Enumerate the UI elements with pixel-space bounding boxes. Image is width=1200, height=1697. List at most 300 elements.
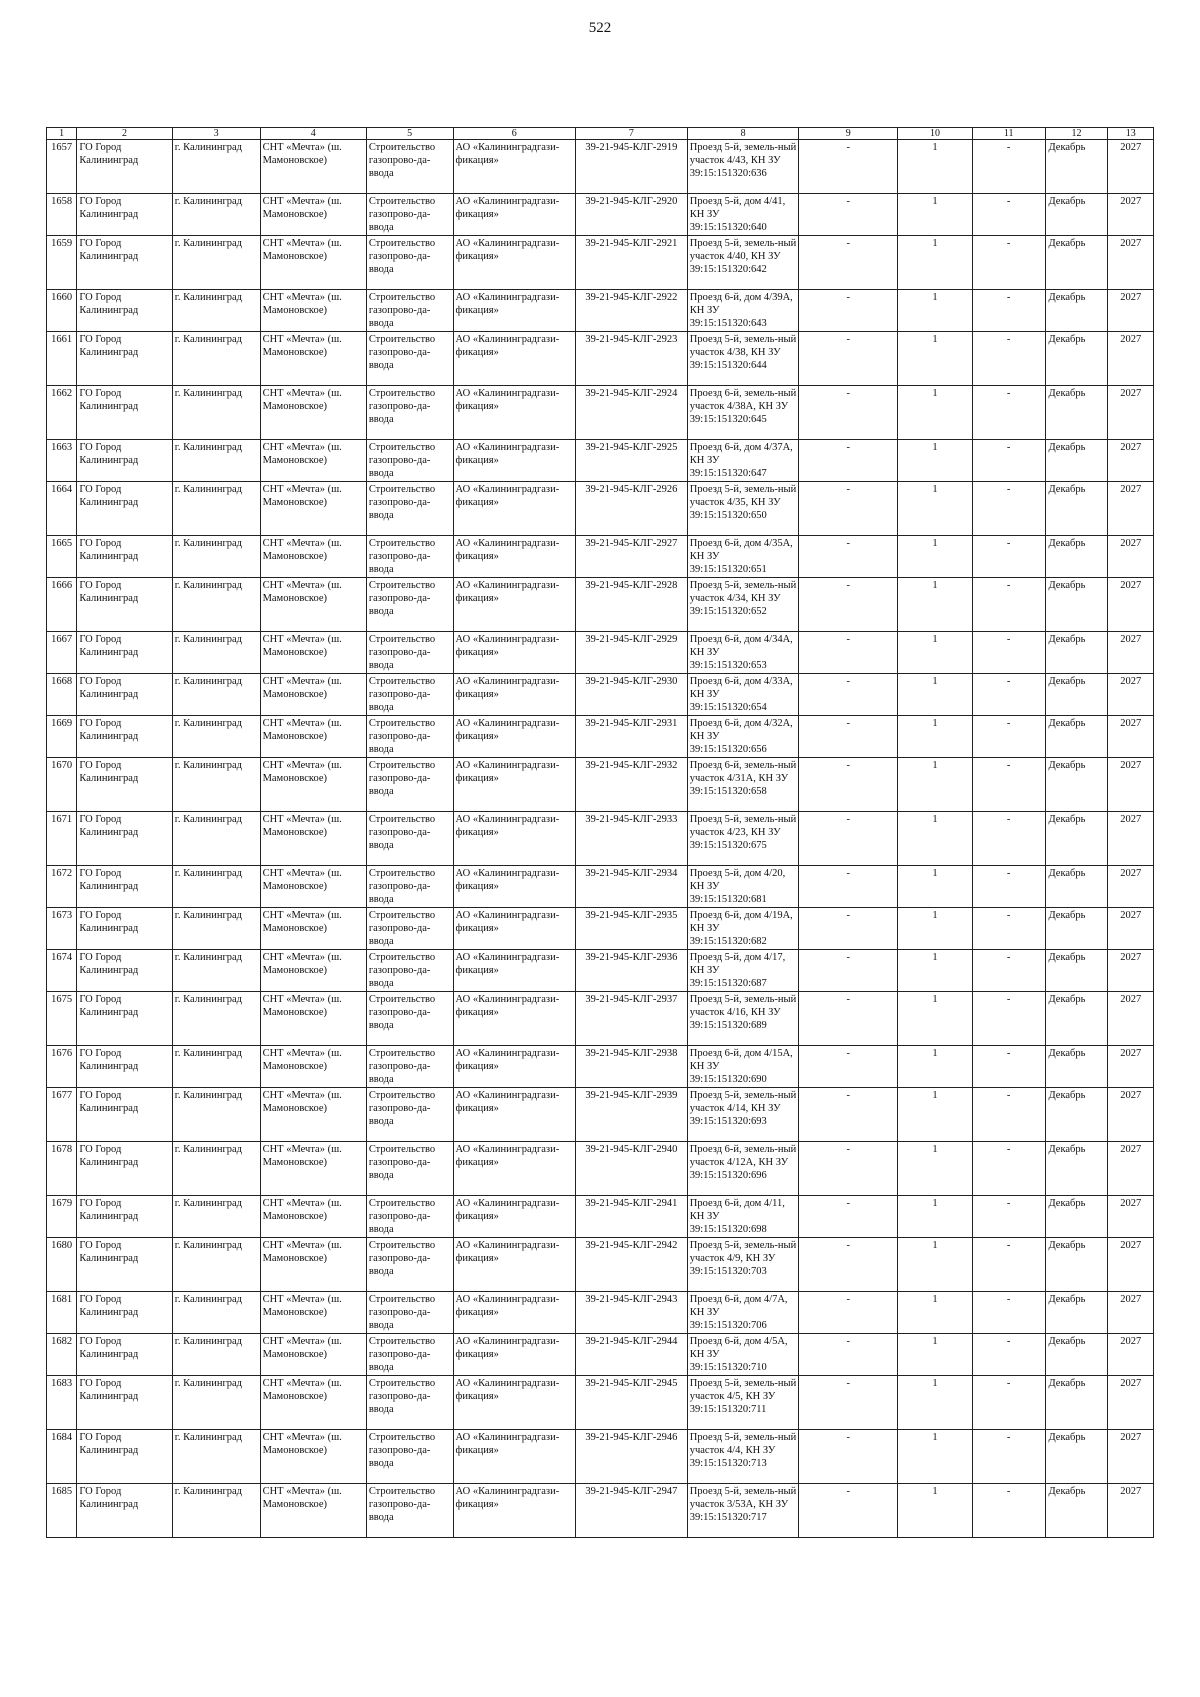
row-number-cell: 1665 [47,536,77,578]
municipality-cell: ГО Город Калининград [77,716,172,758]
work-type-cell: Строительство газопрово-да-ввода [366,1046,453,1088]
year-cell: 2027 [1108,194,1154,236]
organization-cell: АО «Калининградгази-фикация» [453,632,576,674]
settlement-cell: г. Калининград [172,716,260,758]
page-number: 522 [588,20,612,36]
organization-cell: АО «Калининградгази-фикация» [453,140,576,194]
organization-cell: АО «Калининградгази-фикация» [453,1142,576,1196]
location-cell: СНТ «Мечта» (ш. Мамоновское) [260,1142,366,1196]
object-code-cell: 39-21-945-КЛГ-2932 [576,758,688,812]
work-type-cell: Строительство газопрово-да-ввода [366,632,453,674]
col-11-value-cell: - [972,866,1045,908]
work-type-cell: Строительство газопрово-да-ввода [366,1292,453,1334]
organization-cell: АО «Калининградгази-фикация» [453,866,576,908]
year-cell: 2027 [1108,908,1154,950]
organization-cell: АО «Калининградгази-фикация» [453,992,576,1046]
column-header-7: 7 [576,128,688,140]
col-11-value-cell: - [972,332,1045,386]
col-9-value-cell: - [799,140,898,194]
object-code-cell: 39-21-945-КЛГ-2934 [576,866,688,908]
row-number-cell: 1680 [47,1238,77,1292]
location-cell: СНТ «Мечта» (ш. Мамоновское) [260,1334,366,1376]
table-row [47,908,1154,950]
object-code-cell: 39-21-945-КЛГ-2947 [576,1484,688,1538]
year-cell: 2027 [1108,758,1154,812]
year-cell: 2027 [1108,992,1154,1046]
quantity-cell: 1 [898,140,973,194]
col-9-value-cell: - [799,632,898,674]
work-type-cell: Строительство газопрово-да-ввода [366,1376,453,1430]
column-header-5: 5 [366,128,453,140]
quantity-cell: 1 [898,536,973,578]
month-cell: Декабрь [1045,290,1108,332]
col-11-value-cell: - [972,716,1045,758]
table-row [47,1088,1154,1142]
settlement-cell: г. Калининград [172,1334,260,1376]
row-number-cell: 1667 [47,632,77,674]
location-cell: СНТ «Мечта» (ш. Мамоновское) [260,866,366,908]
col-9-value-cell: - [799,1430,898,1484]
month-cell: Декабрь [1045,536,1108,578]
organization-cell: АО «Калининградгази-фикация» [453,1046,576,1088]
year-cell: 2027 [1108,632,1154,674]
table-row [47,140,1154,194]
month-cell: Декабрь [1045,1292,1108,1334]
organization-cell: АО «Калининградгази-фикация» [453,536,576,578]
location-cell: СНТ «Мечта» (ш. Мамоновское) [260,812,366,866]
quantity-cell: 1 [898,236,973,290]
col-11-value-cell: - [972,194,1045,236]
quantity-cell: 1 [898,1292,973,1334]
address-cell: Проезд 6-й, дом 4/15А, КН ЗУ 39:15:151320:690 [687,1046,799,1088]
settlement-cell: г. Калининград [172,632,260,674]
quantity-cell: 1 [898,1334,973,1376]
object-code-cell: 39-21-945-КЛГ-2930 [576,674,688,716]
municipality-cell: ГО Город Калининград [77,1484,172,1538]
location-cell: СНТ «Мечта» (ш. Мамоновское) [260,908,366,950]
object-code-cell: 39-21-945-КЛГ-2923 [576,332,688,386]
quantity-cell: 1 [898,812,973,866]
address-cell: Проезд 6-й, дом 4/39А, КН ЗУ 39:15:151320:643 [687,290,799,332]
year-cell: 2027 [1108,290,1154,332]
location-cell: СНТ «Мечта» (ш. Мамоновское) [260,950,366,992]
column-header-9: 9 [799,128,898,140]
address-cell: Проезд 5-й, земель-ный участок 4/4, КН ЗУ 39:15:151320:713 [687,1430,799,1484]
address-cell: Проезд 6-й, дом 4/34А, КН ЗУ 39:15:151320:653 [687,632,799,674]
settlement-cell: г. Калининград [172,1238,260,1292]
col-9-value-cell: - [799,482,898,536]
column-header-4: 4 [260,128,366,140]
row-number-cell: 1671 [47,812,77,866]
table-row [47,578,1154,632]
organization-cell: АО «Калининградгази-фикация» [453,908,576,950]
municipality-cell: ГО Город Калининград [77,1196,172,1238]
municipality-cell: ГО Город Калининград [77,440,172,482]
object-code-cell: 39-21-945-КЛГ-2933 [576,812,688,866]
municipality-cell: ГО Город Калининград [77,950,172,992]
quantity-cell: 1 [898,332,973,386]
col-11-value-cell: - [972,482,1045,536]
col-11-value-cell: - [972,236,1045,290]
col-9-value-cell: - [799,908,898,950]
column-header-8: 8 [687,128,799,140]
table-row [47,758,1154,812]
location-cell: СНТ «Мечта» (ш. Мамоновское) [260,674,366,716]
quantity-cell: 1 [898,578,973,632]
address-cell: Проезд 5-й, земель-ный участок 4/16, КН ЗУ 39:15:151320:689 [687,992,799,1046]
object-code-cell: 39-21-945-КЛГ-2945 [576,1376,688,1430]
row-number-cell: 1662 [47,386,77,440]
settlement-cell: г. Калининград [172,440,260,482]
quantity-cell: 1 [898,194,973,236]
quantity-cell: 1 [898,1142,973,1196]
address-cell: Проезд 6-й, земель-ный участок 4/12А, КН ЗУ 39:15:151320:696 [687,1142,799,1196]
col-11-value-cell: - [972,1238,1045,1292]
organization-cell: АО «Калининградгази-фикация» [453,1376,576,1430]
municipality-cell: ГО Город Калининград [77,992,172,1046]
organization-cell: АО «Калининградгази-фикация» [453,578,576,632]
settlement-cell: г. Калининград [172,908,260,950]
year-cell: 2027 [1108,386,1154,440]
municipality-cell: ГО Город Калининград [77,194,172,236]
month-cell: Декабрь [1045,1046,1108,1088]
settlement-cell: г. Калининград [172,1292,260,1334]
month-cell: Декабрь [1045,386,1108,440]
quantity-cell: 1 [898,758,973,812]
settlement-cell: г. Калининград [172,866,260,908]
month-cell: Декабрь [1045,1088,1108,1142]
table-row [47,482,1154,536]
year-cell: 2027 [1108,578,1154,632]
col-9-value-cell: - [799,1142,898,1196]
col-11-value-cell: - [972,440,1045,482]
location-cell: СНТ «Мечта» (ш. Мамоновское) [260,1430,366,1484]
organization-cell: АО «Калининградгази-фикация» [453,1292,576,1334]
object-code-cell: 39-21-945-КЛГ-2938 [576,1046,688,1088]
work-type-cell: Строительство газопрово-да-ввода [366,290,453,332]
quantity-cell: 1 [898,1196,973,1238]
year-cell: 2027 [1108,440,1154,482]
column-header-13: 13 [1108,128,1154,140]
row-number-cell: 1669 [47,716,77,758]
table-row [47,1376,1154,1430]
settlement-cell: г. Калининград [172,812,260,866]
month-cell: Декабрь [1045,1238,1108,1292]
location-cell: СНТ «Мечта» (ш. Мамоновское) [260,632,366,674]
month-cell: Декабрь [1045,632,1108,674]
address-cell: Проезд 6-й, дом 4/5А, КН ЗУ 39:15:151320:710 [687,1334,799,1376]
quantity-cell: 1 [898,1430,973,1484]
row-number-cell: 1676 [47,1046,77,1088]
organization-cell: АО «Калининградгази-фикация» [453,236,576,290]
settlement-cell: г. Калининград [172,1484,260,1538]
address-cell: Проезд 5-й, земель-ный участок 3/53А, КН ЗУ 39:15:151320:717 [687,1484,799,1538]
table-row [47,1142,1154,1196]
municipality-cell: ГО Город Калининград [77,1376,172,1430]
year-cell: 2027 [1108,1430,1154,1484]
address-cell: Проезд 5-й, земель-ный участок 4/14, КН ЗУ 39:15:151320:693 [687,1088,799,1142]
month-cell: Декабрь [1045,1196,1108,1238]
col-9-value-cell: - [799,812,898,866]
object-code-cell: 39-21-945-КЛГ-2935 [576,908,688,950]
object-code-cell: 39-21-945-КЛГ-2924 [576,386,688,440]
address-cell: Проезд 6-й, дом 4/11, КН ЗУ 39:15:151320:698 [687,1196,799,1238]
year-cell: 2027 [1108,1292,1154,1334]
column-number-header [47,128,1154,140]
location-cell: СНТ «Мечта» (ш. Мамоновское) [260,194,366,236]
work-type-cell: Строительство газопрово-да-ввода [366,440,453,482]
month-cell: Декабрь [1045,194,1108,236]
table-row [47,332,1154,386]
address-cell: Проезд 5-й, земель-ный участок 4/9, КН ЗУ 39:15:151320:703 [687,1238,799,1292]
quantity-cell: 1 [898,950,973,992]
object-code-cell: 39-21-945-КЛГ-2931 [576,716,688,758]
col-11-value-cell: - [972,1334,1045,1376]
address-cell: Проезд 5-й, дом 4/20, КН ЗУ 39:15:151320:681 [687,866,799,908]
location-cell: СНТ «Мечта» (ш. Мамоновское) [260,1196,366,1238]
column-header-2: 2 [77,128,172,140]
work-type-cell: Строительство газопрово-да-ввода [366,194,453,236]
row-number-cell: 1657 [47,140,77,194]
col-9-value-cell: - [799,1484,898,1538]
location-cell: СНТ «Мечта» (ш. Мамоновское) [260,536,366,578]
object-code-cell: 39-21-945-КЛГ-2927 [576,536,688,578]
work-type-cell: Строительство газопрово-да-ввода [366,992,453,1046]
col-11-value-cell: - [972,1484,1045,1538]
col-9-value-cell: - [799,992,898,1046]
address-cell: Проезд 5-й, земель-ный участок 4/38, КН ЗУ 39:15:151320:644 [687,332,799,386]
row-number-cell: 1679 [47,1196,77,1238]
settlement-cell: г. Калининград [172,950,260,992]
municipality-cell: ГО Город Калининград [77,908,172,950]
location-cell: СНТ «Мечта» (ш. Мамоновское) [260,758,366,812]
col-11-value-cell: - [972,1088,1045,1142]
organization-cell: АО «Калининградгази-фикация» [453,758,576,812]
col-11-value-cell: - [972,536,1045,578]
table-row [47,866,1154,908]
work-type-cell: Строительство газопрово-да-ввода [366,1238,453,1292]
location-cell: СНТ «Мечта» (ш. Мамоновское) [260,332,366,386]
month-cell: Декабрь [1045,758,1108,812]
work-type-cell: Строительство газопрово-да-ввода [366,1142,453,1196]
month-cell: Декабрь [1045,482,1108,536]
quantity-cell: 1 [898,1484,973,1538]
row-number-cell: 1678 [47,1142,77,1196]
location-cell: СНТ «Мечта» (ш. Мамоновское) [260,578,366,632]
object-code-cell: 39-21-945-КЛГ-2929 [576,632,688,674]
row-number-cell: 1682 [47,1334,77,1376]
work-type-cell: Строительство газопрово-да-ввода [366,482,453,536]
work-type-cell: Строительство газопрово-да-ввода [366,536,453,578]
col-11-value-cell: - [972,674,1045,716]
table-row [47,1292,1154,1334]
table-row [47,950,1154,992]
municipality-cell: ГО Город Калининград [77,290,172,332]
year-cell: 2027 [1108,1196,1154,1238]
quantity-cell: 1 [898,482,973,536]
col-9-value-cell: - [799,536,898,578]
location-cell: СНТ «Мечта» (ш. Мамоновское) [260,1046,366,1088]
year-cell: 2027 [1108,1088,1154,1142]
col-11-value-cell: - [972,1430,1045,1484]
month-cell: Декабрь [1045,674,1108,716]
row-number-cell: 1685 [47,1484,77,1538]
organization-cell: АО «Калининградгази-фикация» [453,482,576,536]
location-cell: СНТ «Мечта» (ш. Мамоновское) [260,236,366,290]
municipality-cell: ГО Город Калининград [77,1430,172,1484]
object-code-cell: 39-21-945-КЛГ-2936 [576,950,688,992]
column-header-1: 1 [47,128,77,140]
municipality-cell: ГО Город Калининград [77,1142,172,1196]
work-type-cell: Строительство газопрово-да-ввода [366,140,453,194]
quantity-cell: 1 [898,716,973,758]
quantity-cell: 1 [898,1046,973,1088]
work-type-cell: Строительство газопрово-да-ввода [366,386,453,440]
year-cell: 2027 [1108,812,1154,866]
work-type-cell: Строительство газопрово-да-ввода [366,1088,453,1142]
quantity-cell: 1 [898,908,973,950]
year-cell: 2027 [1108,674,1154,716]
address-cell: Проезд 6-й, дом 4/37А, КН ЗУ 39:15:151320:647 [687,440,799,482]
address-cell: Проезд 5-й, земель-ный участок 4/35, КН ЗУ 39:15:151320:650 [687,482,799,536]
month-cell: Декабрь [1045,1484,1108,1538]
settlement-cell: г. Калининград [172,1196,260,1238]
row-number-cell: 1670 [47,758,77,812]
row-number-cell: 1674 [47,950,77,992]
month-cell: Декабрь [1045,992,1108,1046]
col-11-value-cell: - [972,1292,1045,1334]
row-number-cell: 1668 [47,674,77,716]
location-cell: СНТ «Мечта» (ш. Мамоновское) [260,140,366,194]
year-cell: 2027 [1108,950,1154,992]
location-cell: СНТ «Мечта» (ш. Мамоновское) [260,1376,366,1430]
settlement-cell: г. Калининград [172,536,260,578]
municipality-cell: ГО Город Калининград [77,1088,172,1142]
quantity-cell: 1 [898,440,973,482]
settlement-cell: г. Калининград [172,992,260,1046]
work-type-cell: Строительство газопрово-да-ввода [366,578,453,632]
table-row [47,536,1154,578]
organization-cell: АО «Калининградгази-фикация» [453,1238,576,1292]
organization-cell: АО «Калининградгази-фикация» [453,950,576,992]
municipality-cell: ГО Город Калининград [77,1046,172,1088]
month-cell: Декабрь [1045,1430,1108,1484]
col-11-value-cell: - [972,290,1045,332]
settlement-cell: г. Калининград [172,758,260,812]
municipality-cell: ГО Город Калининград [77,578,172,632]
quantity-cell: 1 [898,1238,973,1292]
col-11-value-cell: - [972,1046,1045,1088]
row-number-cell: 1677 [47,1088,77,1142]
col-11-value-cell: - [972,140,1045,194]
table-row [47,1484,1154,1538]
work-type-cell: Строительство газопрово-да-ввода [366,758,453,812]
organization-cell: АО «Калининградгази-фикация» [453,1196,576,1238]
municipality-cell: ГО Город Калининград [77,1292,172,1334]
settlement-cell: г. Калининград [172,140,260,194]
settlement-cell: г. Калининград [172,1088,260,1142]
table-row [47,632,1154,674]
quantity-cell: 1 [898,1376,973,1430]
location-cell: СНТ «Мечта» (ш. Мамоновское) [260,1238,366,1292]
settlement-cell: г. Калининград [172,332,260,386]
municipality-cell: ГО Город Калининград [77,812,172,866]
work-type-cell: Строительство газопрово-да-ввода [366,1484,453,1538]
table-row [47,386,1154,440]
municipality-cell: ГО Город Калининград [77,482,172,536]
object-code-cell: 39-21-945-КЛГ-2926 [576,482,688,536]
settlement-cell: г. Калининград [172,1142,260,1196]
table-body [47,140,1154,1538]
address-cell: Проезд 5-й, земель-ный участок 4/43, КН ЗУ 39:15:151320:636 [687,140,799,194]
row-number-cell: 1663 [47,440,77,482]
location-cell: СНТ «Мечта» (ш. Мамоновское) [260,1292,366,1334]
settlement-cell: г. Калининград [172,578,260,632]
row-number-cell: 1684 [47,1430,77,1484]
municipality-cell: ГО Город Калининград [77,332,172,386]
organization-cell: АО «Калининградгази-фикация» [453,1484,576,1538]
col-11-value-cell: - [972,578,1045,632]
quantity-cell: 1 [898,674,973,716]
quantity-cell: 1 [898,290,973,332]
work-type-cell: Строительство газопрово-да-ввода [366,332,453,386]
year-cell: 2027 [1108,866,1154,908]
col-9-value-cell: - [799,674,898,716]
location-cell: СНТ «Мечта» (ш. Мамоновское) [260,482,366,536]
row-number-cell: 1660 [47,290,77,332]
col-9-value-cell: - [799,758,898,812]
organization-cell: АО «Калининградгази-фикация» [453,674,576,716]
col-11-value-cell: - [972,950,1045,992]
table-row [47,812,1154,866]
column-header-10: 10 [898,128,973,140]
address-cell: Проезд 5-й, земель-ный участок 4/5, КН ЗУ 39:15:151320:711 [687,1376,799,1430]
row-number-cell: 1658 [47,194,77,236]
work-type-cell: Строительство газопрово-да-ввода [366,866,453,908]
column-header-3: 3 [172,128,260,140]
municipality-cell: ГО Город Калининград [77,140,172,194]
work-type-cell: Строительство газопрово-да-ввода [366,674,453,716]
settlement-cell: г. Калининград [172,674,260,716]
object-code-cell: 39-21-945-КЛГ-2940 [576,1142,688,1196]
work-type-cell: Строительство газопрово-да-ввода [366,950,453,992]
quantity-cell: 1 [898,992,973,1046]
address-cell: Проезд 6-й, земель-ный участок 4/38А, КН ЗУ 39:15:151320:645 [687,386,799,440]
object-code-cell: 39-21-945-КЛГ-2922 [576,290,688,332]
col-11-value-cell: - [972,1196,1045,1238]
settlement-cell: г. Калининград [172,236,260,290]
row-number-cell: 1661 [47,332,77,386]
quantity-cell: 1 [898,1088,973,1142]
object-code-cell: 39-21-945-КЛГ-2939 [576,1088,688,1142]
location-cell: СНТ «Мечта» (ш. Мамоновское) [260,386,366,440]
settlement-cell: г. Калининград [172,1376,260,1430]
year-cell: 2027 [1108,536,1154,578]
year-cell: 2027 [1108,332,1154,386]
settlement-cell: г. Калининград [172,386,260,440]
month-cell: Декабрь [1045,140,1108,194]
table-row [47,1196,1154,1238]
location-cell: СНТ «Мечта» (ш. Мамоновское) [260,1088,366,1142]
year-cell: 2027 [1108,1046,1154,1088]
table-row [47,194,1154,236]
work-type-cell: Строительство газопрово-да-ввода [366,716,453,758]
municipality-cell: ГО Город Калининград [77,386,172,440]
year-cell: 2027 [1108,1484,1154,1538]
month-cell: Декабрь [1045,1334,1108,1376]
organization-cell: АО «Калининградгази-фикация» [453,194,576,236]
gas-supply-schedule-table [46,127,1154,1538]
